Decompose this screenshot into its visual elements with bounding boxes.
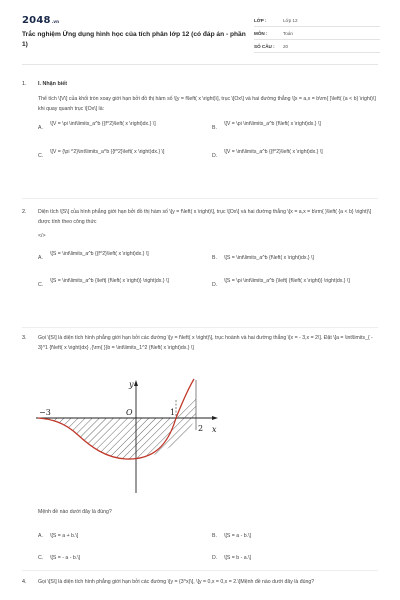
option-text: \[S = b - a.\] — [224, 554, 251, 561]
option-text: \[V = {\pi ^2}\int\limits_a^b {{f^2}\left( x \right)dx.} \] — [50, 149, 165, 155]
option-text: \[S = \pi \int\limits_a^b {\left| {f\left( x \right)} \right|dx.} \] — [224, 277, 350, 284]
question-number: 3. — [22, 335, 27, 341]
option-label: D. — [212, 153, 218, 159]
meta-key: MÔN : — [254, 30, 268, 36]
option-b[interactable] — [212, 528, 369, 544]
option-label: C. — [38, 554, 44, 561]
question-separator — [22, 198, 378, 199]
site-logo[interactable] — [22, 15, 59, 26]
option-text: \[S = \int\limits_a^b {{f^2}\left( x \right)dx.} \] — [50, 250, 149, 257]
meta-table — [254, 14, 380, 53]
option-label: C. — [38, 153, 44, 159]
tick-label-1: 1 — [170, 408, 176, 417]
meta-row-count — [254, 40, 380, 53]
option-label: C. — [38, 281, 44, 288]
question-separator — [22, 570, 378, 571]
meta-value: Toán — [283, 30, 293, 36]
option-b[interactable] — [212, 120, 369, 136]
meta-value: 20 — [283, 43, 289, 49]
question-head — [22, 334, 378, 353]
option-label: D. — [212, 554, 218, 561]
option-d[interactable] — [212, 277, 369, 293]
option-label: B. — [212, 125, 217, 131]
question-prompt: Mệnh đề nào dưới đây là đúng? — [38, 509, 112, 515]
question-4 — [22, 578, 378, 588]
question-1 — [22, 80, 378, 178]
tick-label-2: 2 — [198, 424, 204, 433]
y-axis-label: y — [129, 380, 134, 389]
question-head — [22, 208, 378, 227]
question-number: 1. — [22, 81, 27, 87]
question-extra: </> — [38, 233, 46, 239]
x-axis-arrow — [212, 416, 218, 420]
option-label: B. — [212, 254, 217, 261]
option-c[interactable] — [38, 550, 195, 566]
option-text: \[S = - a - b.\] — [50, 554, 81, 561]
logo-suffix: .vn — [51, 19, 60, 24]
option-c[interactable] — [38, 148, 195, 164]
option-text: \[S = a - b.\] — [224, 532, 251, 539]
x-axis-label: x — [212, 425, 217, 434]
question-2 — [22, 208, 378, 306]
header-divider — [22, 64, 378, 65]
logo-text: 2048 — [22, 15, 51, 26]
question-text: Gọi \[S\] là diện tích hình phẳng giới hạn bởi các đường \[y = f\left( x \right)\], trục hoành và hai đường thẳng \[x = - 3,x = 2\]. Đặt \[a = \int\limits_{ - 3}^1 {f\left( x \right)dx} ,{\rm{ }}b = \int\limits_1^2 {f\left( x \right)dx.} \] — [38, 335, 373, 351]
question-separator — [22, 327, 378, 328]
question-number: 4. — [22, 579, 27, 585]
option-d[interactable] — [212, 148, 369, 164]
options — [22, 120, 378, 178]
question-text: Gọi \[S\] là diện tích hình phẳng giới hạn bởi các đường \[y = {3^x}\], \[y = 0,x = 0,x = 2.\]Mệnh đề nào dưới đây là đúng? — [38, 579, 315, 585]
option-label: A. — [38, 532, 43, 539]
y-axis-arrow — [134, 380, 138, 386]
option-text: \[V = \pi \int\limits_a^b {f\left( x \right)dx.} \] — [224, 121, 321, 127]
options — [22, 248, 378, 306]
meta-key: SỐ CÂU : — [254, 43, 275, 49]
question-number: 2. — [22, 209, 27, 215]
tick-label-neg3: −3 — [39, 408, 51, 417]
option-text: \[S = \int\limits_a^b {\left| {f\left( x \right)} \right|dx.} \] — [50, 277, 169, 284]
page-title: Trắc nghiệm Ứng dụng hình học của tích phân lớp 12 (có đáp án - phần 1) — [22, 31, 246, 48]
option-text: \[V = \int\limits_a^b {{f^2}\left( x \right)dx.} \] — [224, 149, 323, 155]
meta-key: LỚP : — [254, 17, 267, 23]
meta-row-class — [254, 14, 380, 27]
option-label: A. — [38, 125, 43, 131]
option-c[interactable] — [38, 277, 195, 293]
options — [22, 528, 378, 570]
option-a[interactable] — [38, 120, 195, 136]
question-3 — [22, 334, 378, 353]
origin-label: O — [126, 408, 133, 417]
option-label: D. — [212, 281, 218, 288]
meta-value: Lớp 12 — [283, 17, 298, 23]
section-heading: I. Nhận biết — [38, 81, 68, 87]
option-a[interactable] — [38, 528, 195, 544]
question-text: Thể tích \[V\] của khối tròn xoay giới hạn bởi đồ thị hàm số \[y = f\left( x \right)\], trục \[Ox\] và hai đường thẳng \[x = a,x = b\rm{ }\left( {a < b} \right)\] khi quay quanh trục \[Ox\] là: — [38, 96, 376, 112]
meta-row-subject — [254, 27, 380, 40]
option-d[interactable] — [212, 550, 369, 566]
option-label: A. — [38, 254, 43, 261]
question-3-figure — [36, 375, 226, 495]
option-text: \[V = \pi \int\limits_a^b {{f^2}\left( x \right)dx.} \] — [50, 121, 156, 127]
question-3-continued — [22, 508, 378, 570]
question-head — [22, 578, 378, 588]
shaded-region-upper — [176, 393, 196, 418]
option-text: \[S = \int\limits_a^b {f\left( x \right)dx.} \] — [224, 254, 314, 261]
option-label: B. — [212, 532, 217, 539]
question-head — [22, 80, 378, 89]
page-header — [0, 0, 400, 62]
option-a[interactable] — [38, 250, 195, 266]
option-b[interactable] — [212, 250, 369, 266]
question-text: Diện tích \[S\] của hình phẳng giới hạn bởi đồ thị hàm số \[y = f\left( x \right)\], trục \[Ox\] và hai đường thẳng \[x = a,x = b\rm{ }\left( {a < b} \right)\] được tính theo công thức — [38, 209, 372, 225]
option-text: \[S = a + b.\] — [50, 532, 79, 539]
